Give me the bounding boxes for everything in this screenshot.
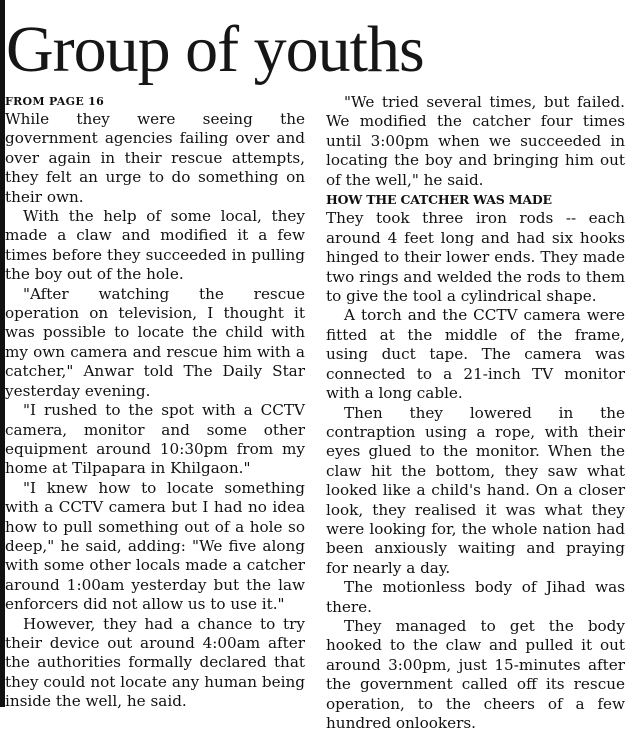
paragraph: While they were seeing the government agencies failing over and over again in their rescue attempts, they felt an urge to do something on their own.: [5, 110, 305, 206]
paragraph: With the help of some local, they made a claw and modified it a few times before they succeeded in pulling the boy out of the hole.: [5, 207, 305, 284]
paragraph: The motionless body of Jihad was there.: [326, 578, 625, 616]
paragraph: "After watching the rescue operation on television, I thought it was possible to locate the child with my own camera and rescue him with a catcher," Anwar told The Daily Star yesterday evening.: [5, 284, 305, 400]
article-column-left: [5, 93, 305, 712]
paragraph: They managed to get the body hooked to the claw and pulled it out around 3:00pm, just 15-minutes after the government called off its rescue operation, to the cheers of a few hundred onlookers.: [326, 616, 625, 732]
paragraph: "I rushed to the spot with a CCTV camera, monitor and some other equipment around 10:30pm from my home at Tilpapara in Khilgaon.": [5, 401, 305, 478]
section-subhead: HOW THE CATCHER WAS MADE: [326, 192, 552, 208]
paragraph: However, they had a chance to try their device out around 4:00am after the authorities formally declared that they could not locate any human being inside the well, he said.: [5, 614, 305, 711]
paragraph: A torch and the CCTV camera were fitted at the middle of the frame, using duct tape. The camera was connected to a 21-inch TV monitor with a long cable.: [326, 306, 625, 403]
paragraph: They took three iron rods -- each around 4 feet long and had six hooks hinged to their lower ends. They made two rings and welded the rods to them to give the tool a cylindrical shape.: [326, 209, 625, 306]
paragraph: "I knew how to locate something with a CCTV camera but I had no idea how to pull something out of a hole so deep," he said, adding: "We five along with some other locals made a catcher around 1:00am yesterday but the law enforcers did not allow us to use it.": [5, 478, 305, 614]
headline: Group of youths: [6, 13, 424, 86]
paragraph: Then they lowered in the contraption using a rope, with their eyes glued to the monitor. When the claw hit the bottom, they saw what looked like a child's hand. On a closer look, they realised it was what they were looking for, the whole nation had been anxiously waiting and praying for nearly a day.: [326, 403, 625, 577]
paragraph: "We tried several times, but failed. We modified the catcher four times until 3:00pm when we succeeded in locating the boy and bringing him out of the well," he said.: [326, 93, 625, 189]
jump-kicker: FROM PAGE 16: [5, 95, 105, 108]
article-column-right: [326, 93, 625, 733]
